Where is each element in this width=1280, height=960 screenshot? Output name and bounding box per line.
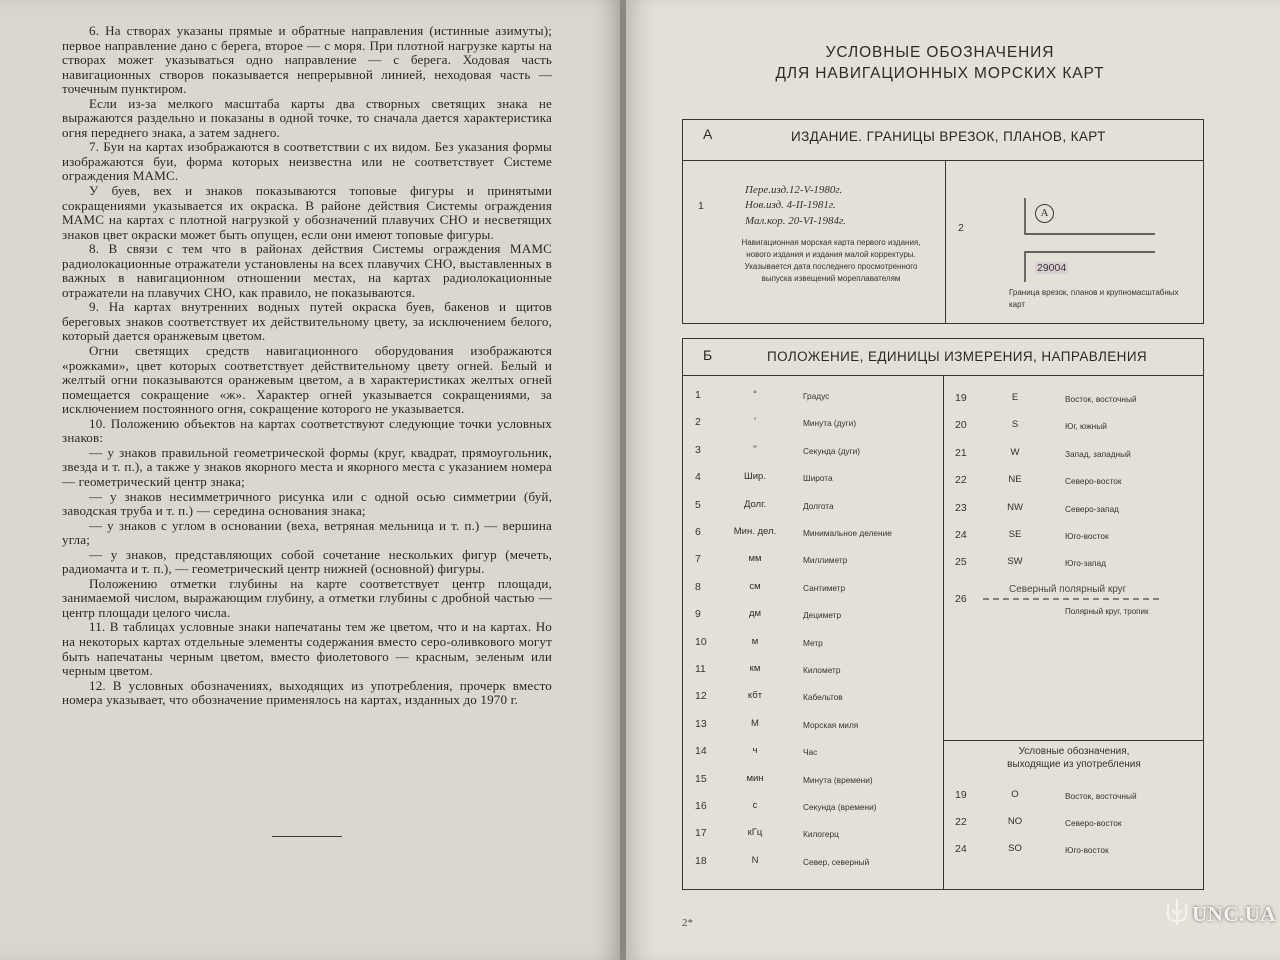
row-number: 23 [955,501,967,514]
row-meaning: Километр [803,665,841,675]
row-symbol: O [1011,789,1019,800]
row-symbol: мм [748,553,762,565]
row-symbol: W [1010,446,1020,458]
row-number: 19 [955,392,967,404]
paragraph: Огни светящих средств навигационного оборудования изображаются «рожками», цвет которых соответствует действительному цвету огней. Белый и желтый огни показываются оранжевым цветом, а в характеристиках желтых огней помещается сокращение «ж». Характер огней указывается сокращениями, за исключением постоянного огня, сокращение которого не указывается. [62,343,552,417]
row-meaning: Морская миля [803,719,859,730]
row-number: 18 [695,854,707,867]
row-number: 2 [695,416,701,429]
row-number: 12 [695,690,707,703]
row-number: 25 [955,556,967,569]
paragraph: 6. На створах указаны прямые и обратные направления (истинные азимуты); первое направление дано с берега, второе — с моря. При плотной нагрузке карты на створах может указываться одно направление — с берега. Ходовая часть навигационных створов показывается непрерывной линией, неходовая часть — точечным пунктиром. [62,23,552,97]
row-symbol: E [1011,392,1019,403]
row-meaning: Градус [803,391,830,401]
row-meaning: Минимальное деление [803,528,892,538]
row-meaning: Час [803,747,818,758]
left-page [0,0,622,960]
row-meaning: Кабельтов [803,692,843,703]
row-number: 4 [695,471,701,484]
row-symbol: S [1011,419,1019,431]
row-number: 14 [695,745,707,758]
section-a-divider [945,160,946,323]
row-number: 21 [955,446,967,459]
row-number: 24 [955,529,967,541]
obsolete-heading-line1: Условные обозначения, [1018,746,1130,757]
section-a-header [683,120,1203,161]
row-meaning: Северо-восток [1065,476,1122,487]
row-number: 5 [695,498,701,511]
obsolete-heading [945,745,1203,771]
row-meaning: Долгота [803,500,834,511]
paragraph: 11. В таблицах условные знаки напечатаны тем же цветом, что и на картах. Но на некоторых картах отдельные элементы содержания вместо серо-оливкового могут быть напечатаны черным цветом, вместо фиолетового — красным, зеленым или черным цветом. [62,619,552,679]
row-number: 24 [955,843,967,855]
row-number: 1 [695,389,701,401]
row-meaning: Восток, восточный [1065,791,1137,801]
row-number: 11 [695,663,706,675]
row-symbol: NE [1008,474,1022,486]
row-symbol: ч [752,745,758,757]
row-meaning: Миллиметр [803,555,848,566]
row-meaning: Метр [803,637,823,648]
page-title-line2: ДЛЯ НАВИГАЦИОННЫХ МОРСКИХ КАРТ [775,65,1105,82]
item-1-caption: Навигационная морская карта первого издания, нового издания и издания малой корректуры. Указывается дата последнего просмотренного выпуска извещений мореплавателям [741,238,921,283]
row-symbol: М [751,717,759,729]
paragraph: 9. На картах внутренних водных путей окраска буев, бакенов и щитов береговых знаков соответствует их действительному цвету, за исключением белого, который дается оранжевым цветом. [62,299,552,344]
row-number: 13 [695,717,707,730]
row-number: 17 [695,827,707,840]
row-symbol: м [751,635,759,647]
item-26-number: 26 [955,593,967,605]
row-symbol: км [749,663,761,674]
row-number: 10 [695,635,707,648]
row-meaning: Секунда (дуги) [803,445,860,456]
row-meaning: Восток, восточный [1065,394,1137,404]
trident-icon [1163,896,1191,928]
row-symbol: SE [1008,529,1022,540]
edition-line-2: Нов.изд. 4-II-1981г. [745,199,836,211]
row-symbol: SW [1007,556,1023,568]
row-meaning: Юго-запад [1065,558,1106,569]
section-b-header [683,339,1203,376]
paragraph: — у знаков с углом в основании (веха, ветряная мельница и т. п.) — вершина угла; [62,517,552,548]
paragraph: — у знаков правильной геометрической формы (круг, квадрат, прямоугольник, звезда и т. п.), а также у знаков якорного места и якорного места с указанием номера — геометрический центр знака; [62,444,552,489]
row-meaning: Дециметр [803,610,842,621]
paragraph: 12. В условных обозначениях, выходящих из употребления, прочерк вместо номера указывает, что обозначение применялось на картах, изданных до 1970 г. [62,677,552,708]
watermark-text: UNC.UA [1192,902,1277,926]
paragraph: У буев, вех и знаков показываются топовые фигуры и принятыми сокращениями указывается их окраска. В районе действия Системы ограждения МАМС на картах с плотной нагрузкой у обозначений плавучих СНО и несветящих знаков цвет окраски может быть опущен, если они имеют топовые фигуры. [62,183,552,242]
row-meaning: Сантиметр [803,582,846,593]
paragraph: Положению отметки глубины на карте соответствует центр площади, занимаемой числом, выражающим глубину, а отметки глубины с дробной частью — центр площади целого числа. [62,575,552,620]
left-page-text [62,24,552,708]
row-number: 15 [695,772,707,785]
row-symbol: NW [1007,501,1023,513]
row-symbol: ° [753,389,757,400]
row-meaning: Секунда (времени) [803,802,877,812]
item-2-number: 2 [958,222,964,234]
row-number: 22 [955,474,967,487]
section-b-divider [943,375,944,889]
paragraph: — у знаков несимметричного рисунка или с одной осью симметрии (буй, заводская труба и т. п.) — середина основания знака; [62,488,552,519]
row-meaning: Запад, западный [1065,448,1131,459]
row-number: 6 [695,526,701,538]
row-symbol: ' [754,416,756,428]
row-number: 3 [695,443,701,456]
polar-circle-line [983,596,1163,602]
row-meaning: Минута (времени) [803,774,873,785]
row-meaning: Широта [803,473,833,484]
obsolete-divider [943,740,1203,741]
row-symbol: Шир. [744,471,766,483]
section-a-heading: ИЗДАНИЕ. ГРАНИЦЫ ВРЕЗОК, ПЛАНОВ, КАРТ [791,129,1106,144]
row-meaning: Юго-восток [1065,531,1109,541]
row-symbol: SO [1008,843,1022,854]
edition-line-3: Мал.кор. 20-VI-1984г. [745,215,846,227]
section-b-letter: Б [703,347,713,363]
paragraph: 7. Буи на картах изображаются в соответствии с их видом. Без указания формы изображаются буи, форма которых неизвестна или не соответствует Системе ограждения МАМС. [62,139,552,184]
row-symbol: NO [1007,816,1023,827]
row-symbol: мин [746,772,764,784]
row-meaning: Юг, южный [1065,421,1107,432]
row-number: 8 [695,580,701,593]
row-meaning: Северо-восток [1065,818,1122,828]
end-rule [272,836,342,837]
row-number: 9 [695,608,701,621]
page-title-line1: УСЛОВНЫЕ ОБОЗНАЧЕНИЯ [825,44,1055,61]
row-number: 16 [695,800,707,812]
row-symbol: Долг. [743,498,767,510]
paragraph: Если из-за мелкого масштаба карты два створных светящих знака не выражаются раздельно и показаны в одной точке, то сначала дается характеристика огня переднего знака, а затем заднего. [62,95,552,140]
row-symbol: Мин. дел. [733,526,777,537]
row-number: 19 [955,789,967,801]
item-26-meaning: Полярный круг, тропик [1065,607,1149,616]
row-number: 7 [695,553,701,566]
obsolete-heading-line2: выходящие из употребления [1007,759,1141,770]
row-meaning: Юго-восток [1065,845,1109,855]
row-symbol: с [752,800,758,811]
paragraph: 8. В связи с тем что в районах действия Системы ограждения МАМС радиолокационные отражатели установлены на всех плавучих СНО, выставленных в важных в навигационном отношении местах, на картах радиолокационные отражатели на плавучих СНО, как правило, не показываются. [62,241,552,300]
row-meaning: Северо-запад [1065,503,1119,514]
chart-letter-circle: А [1035,204,1054,223]
row-symbol: см [749,580,761,592]
section-a-letter: А [703,126,713,142]
row-symbol: '' [753,443,757,455]
polar-circle-label: Северный полярный круг [1009,584,1127,595]
row-meaning: Килогерц [803,829,839,840]
row-symbol: дм [748,608,762,620]
section-b-table [682,338,1204,890]
paragraph: — у знаков, представляющих собой сочетание нескольких фигур (мечеть, радиомачта и т. п.), — геометрический центр нижней (основной) фигуры. [62,546,552,577]
row-symbol: N [751,854,759,866]
chart-number-label: 29004 [1037,262,1067,274]
section-a-table [682,119,1204,324]
edition-line-1: Пере.изд.12-V-1980г. [745,184,843,196]
row-symbol: кГц [747,827,763,839]
section-b-heading: ПОЛОЖЕНИЕ, ЕДИНИЦЫ ИЗМЕРЕНИЯ, НАПРАВЛЕНИЯ [767,349,1148,364]
page-number: 2* [682,917,693,929]
item-1-number: 1 [698,200,704,212]
row-symbol: кбт [747,690,763,702]
row-number: 20 [955,419,967,432]
row-meaning: Минута (дуги) [803,418,857,429]
paragraph: 10. Положению объектов на картах соответствуют следующие точки условных знаков: [62,415,552,446]
item-2-caption: Граница врезок, планов и крупномасштабных карт [1009,288,1179,309]
row-meaning: Север, северный [803,856,870,867]
row-number: 22 [955,816,967,828]
